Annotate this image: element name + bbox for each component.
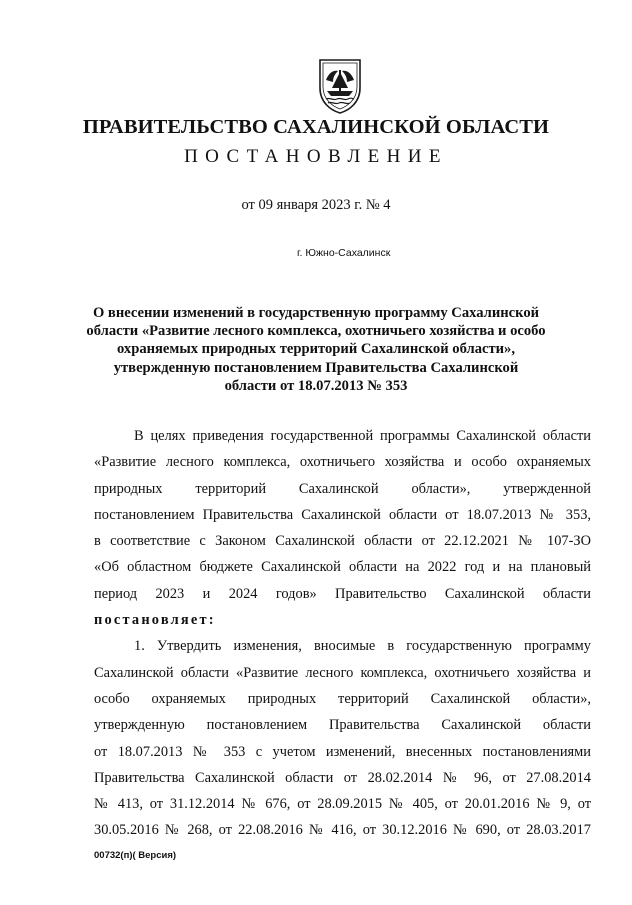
document-code: 00732(п)( Версия) — [94, 850, 177, 861]
body-line: Сахалинской области «Развитие лесного комплекса, охотничьего хозяйства и — [94, 664, 591, 681]
date-and-number: от 09 января 2023 г. № 4 — [241, 197, 391, 213]
subject-line: О внесении изменений в государственную программу Сахалинской — [92, 305, 540, 321]
body-line: «Развитие лесного комплекса, охотничьего хозяйства и особо охраняемых — [94, 454, 591, 471]
subject-line: охраняемых природных территорий Сахалинской области», — [116, 341, 516, 358]
subject-line: утвержденную постановлением Правительства Сахалинской — [113, 359, 519, 376]
document-type-title: ПОСТАНОВЛЕНИЕ — [184, 146, 448, 167]
body-line: утвержденную постановлением Правительства Сахалинской области — [94, 717, 591, 734]
body-line: период 2023 и 2024 годов» Правительство Сахалинской области — [94, 585, 591, 602]
body-line: от 18.07.2013 № 353 с учетом изменений, внесенных постановлениями — [94, 743, 591, 760]
coat-of-arms-icon — [318, 58, 362, 114]
body-line: природных территорий Сахалинской области», утвержденной — [94, 480, 591, 497]
body-line: 1. Утвердить изменения, вносимые в государственную программу — [134, 638, 591, 655]
resolve-word: постановляет: — [94, 612, 216, 629]
body-line: В целях приведения государственной программы Сахалинской области — [134, 428, 591, 444]
government-title: ПРАВИТЕЛЬСТВО САХАЛИНСКОЙ ОБЛАСТИ — [82, 116, 550, 138]
subject-line: области от 18.07.2013 № 353 — [224, 377, 408, 394]
body-line: постановлением Правительства Сахалинской области от 18.07.2013 № 353, — [94, 506, 591, 523]
body-line: 30.05.2016 № 268, от 22.08.2016 № 416, от 30.12.2016 № 690, от 28.03.2017 — [94, 822, 591, 839]
resolution-subject — [60, 304, 572, 395]
body-line: Правительства Сахалинской области от 28.02.2014 № 96, от 27.08.2014 — [94, 769, 591, 786]
body-line: № 413, от 31.12.2014 № 676, от 28.09.2015 № 405, от 20.01.2016 № 9, от — [94, 796, 591, 813]
subject-line: области «Развитие лесного комплекса, охотничьего хозяйства и особо — [86, 323, 546, 340]
city: г. Южно-Сахалинск — [297, 247, 391, 259]
document-body — [94, 423, 591, 844]
body-line: особо охраняемых природных территорий Сахалинской области», — [94, 690, 591, 707]
body-line: в соответствие с Законом Сахалинской области от 22.12.2021 № 107-ЗО — [94, 533, 591, 550]
body-line: «Об областном бюджете Сахалинской области на 2022 год и на плановый — [94, 559, 591, 576]
